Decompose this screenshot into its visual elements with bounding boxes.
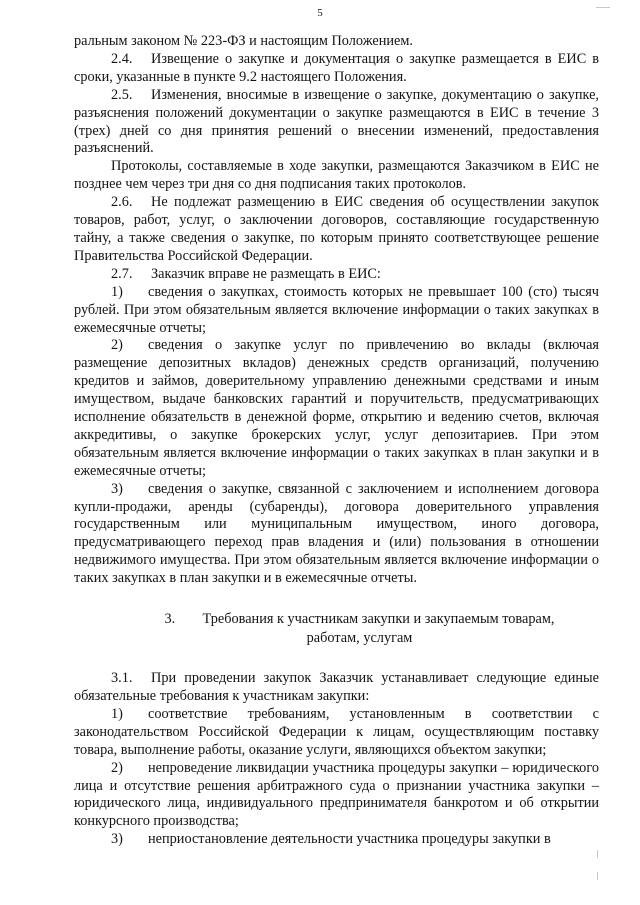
clause-text: Заказчик вправе не размещать в ЕИС: — [151, 265, 381, 282]
clause-text: Изменения, вносимые в извещение о закупке, документацию о закупке, разъяснения положений документации о закупке размещаются в ЕИС в течение 3 (трех) дней со дня принятия решений о внесении изменений, предоставления разъяснений. — [74, 86, 599, 157]
subclause-3-1-3 — [74, 831, 599, 849]
clause-text: При проведении закупок Заказчик устанавливает следующие единые обязательные требования к участникам закупки: — [74, 670, 599, 704]
scan-edge-mark — [597, 872, 598, 880]
subclause-number: 2) — [111, 759, 123, 776]
page-number: 5 — [317, 7, 323, 19]
subclause-number: 1) — [111, 283, 123, 300]
clause-3-1 — [74, 670, 599, 706]
subclause-text: сведения о закупках, стоимость которых не превышает 100 (сто) тысяч рублей. При этом обязательным является включение информации о таких закупках в ежемесячные отчеты; — [74, 283, 599, 336]
clause-number: 2.6. — [111, 194, 133, 211]
subclause-number: 1) — [111, 705, 123, 722]
clause-2-4 — [74, 51, 599, 87]
clause-text: Не подлежат размещению в ЕИС сведения об осуществлении закупок товаров, работ, услуг, о заключении договоров, составляющие государственную тайну, а также сведения о закупке, по которым принято соответствующее решение Правительства Российской Федерации. — [74, 194, 599, 264]
clause-number: 2.7. — [111, 265, 133, 282]
clause-2-6 — [74, 194, 599, 266]
subclause-2-7-1 — [74, 284, 599, 338]
clause-number: 2.4. — [111, 50, 133, 67]
clause-number: 2.5. — [111, 86, 133, 103]
clause-text: Извещение о закупке и документация о закупке размещается в ЕИС в сроки, указанные в пункте 9.2 настоящего Положения. — [74, 50, 599, 85]
subclause-text: соответствие требованиям, установленным в соответствии с законодательством Российской Федерации к лицам, осуществляющим поставку товара, выполнение работы, оказание услуги, являющихся объектом закупки; — [74, 705, 599, 758]
subclause-number: 3) — [111, 831, 123, 848]
section-number: 3. — [164, 611, 176, 628]
subclause-text: сведения о закупке, связанной с заключением и исполнением договора купли-продажи, аренды (субаренды), договора доверительного управления государственным или муниципальным имуществом, иного договора, предусматривающего переход прав владения и (или) пользования в отношении недвижимого имущества. При этом обязательным является включение информации о таких закупках в план закупки и в ежемесячные отчеты. — [74, 480, 599, 587]
document-body — [74, 33, 599, 849]
clause-2-7 — [74, 266, 599, 284]
subclause-text: неприостановление деятельности участника процедуры закупки в — [148, 831, 551, 848]
scan-corner-mark — [596, 7, 610, 18]
subclause-3-1-1 — [74, 706, 599, 760]
subclause-3-1-2 — [74, 760, 599, 832]
subclause-2-7-3 — [74, 481, 599, 588]
subclause-text: непроведение ликвидации участника процедуры закупки – юридического лица и отсутствие решения арбитражного суда о признании участника закупки – юридического лица, индивидуального предпринимателя банкротом и об открытии конкурсного производства; — [74, 759, 599, 830]
paragraph-protocols: Протоколы, составляемые в ходе закупки, размещаются Заказчиком в ЕИС не позднее чем через три дня со дня подписания таких протоколов. — [74, 158, 599, 193]
subclause-2-7-2 — [74, 337, 599, 480]
section-title: Требования к участникам закупки и закупаемым товарам, работам, услугам — [202, 611, 555, 647]
subclause-number: 2) — [111, 337, 123, 354]
scan-edge-mark — [597, 850, 598, 858]
clause-2-5 — [74, 87, 599, 159]
paragraph-continuation: ральным законом № 223-ФЗ и настоящим Положением. — [74, 33, 413, 49]
subclause-number: 3) — [111, 480, 123, 497]
clause-number: 3.1. — [111, 670, 133, 687]
section-heading-3 — [74, 610, 599, 648]
subclause-text: сведения о закупке услуг по привлечению во вклады (включая размещение депозитных вкладов) денежных средств организаций, получению кредитов и займов, доверительному управлению денежными средствами и иным имуществом, выдаче банковских гарантий и поручительств, предусматривающих исполнение обязательств в денежной форме, открытию и ведению счетов, включая аккредитивы, о закупке брокерских услуг, услуг депозитариев. При этом обязательным является включение информации о таких закупках в план закупки и в ежемесячные отчеты; — [74, 337, 599, 479]
